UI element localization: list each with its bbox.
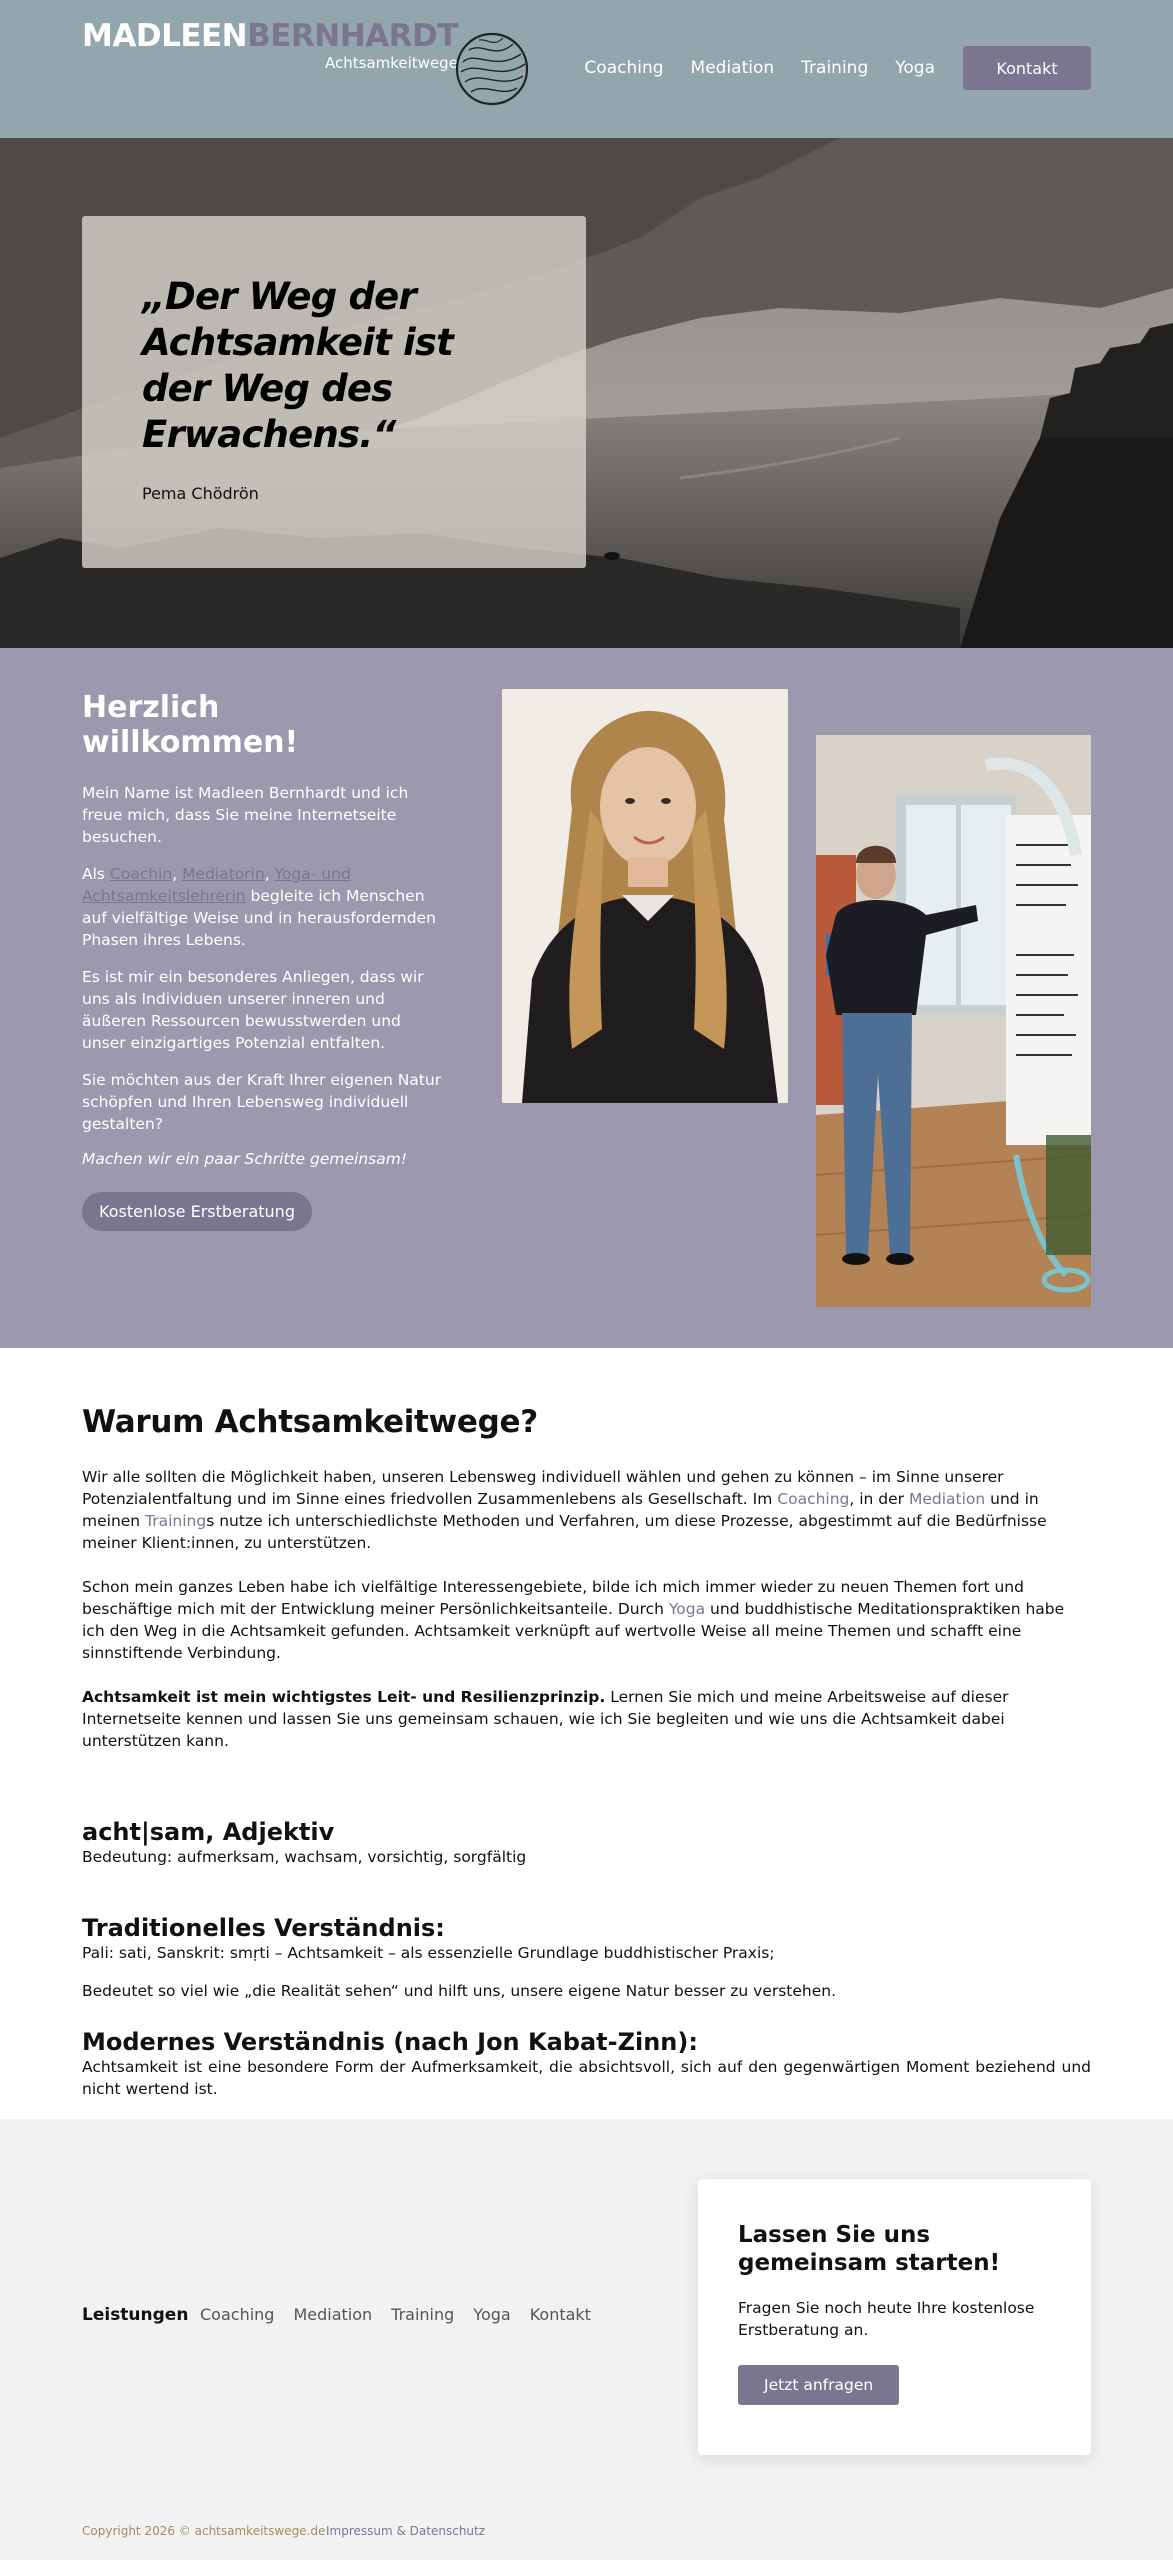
why-title: Warum Achtsamkeitwege?: [82, 1404, 538, 1440]
definition-text: Bedeutung: aufmerksam, wachsam, vorsichtig, sorgfältig: [82, 1848, 527, 1866]
site-header: [0, 0, 1173, 138]
welcome-text: [82, 690, 442, 1231]
why-paragraph-2: [82, 1576, 1091, 1664]
portrait-photo: [502, 689, 788, 1103]
workshop-photo: [816, 735, 1091, 1307]
request-button[interactable]: Jetzt anfragen: [738, 2365, 899, 2405]
why-text: s nutze ich unterschiedlichste Methoden und Verfahren, um diese Prozesse, abgestimmt auf die Bedürfnisse meiner Klient:innen, zu unterstützen.: [82, 1512, 1047, 1552]
traditional-text-1: Pali: sati, Sanskrit: smṛti – Achtsamkeit – als essenzielle Grundlage buddhistischer Praxis;: [82, 1944, 775, 1962]
footer-link-mediation[interactable]: Mediation: [293, 2305, 373, 2324]
traditional-title: Traditionelles Verständnis:: [82, 1914, 445, 1942]
footer-link-kontakt[interactable]: Kontakt: [529, 2305, 591, 2324]
why-section: [0, 1348, 1173, 2119]
logo-wordmark: [82, 18, 458, 54]
welcome-paragraph-3: Es ist mir ein besonderes Anliegen, dass wir uns als Individuen unserer inneren und äußeren Ressourcen bewusstwerden und unser einzigartiges Potenzial entfalten.: [82, 968, 424, 1052]
contact-button[interactable]: Kontakt: [963, 46, 1091, 90]
welcome-p2-text: ,: [172, 865, 183, 883]
welcome-invitation: Machen wir ein paar Schritte gemeinsam!: [82, 1150, 408, 1168]
site-footer: [0, 2119, 1173, 2560]
logo-last-name: BERNHARDT: [247, 18, 458, 54]
why-paragraph-3: [82, 1686, 1091, 1752]
why-text: Schon mein ganzes Leben habe ich vielfältige Interessengebiete, bilde ich mich immer wieder zu neuen Themen fort und beschäftige mich mit der Entwicklung meiner Persönlichkeitsanteile. Durch: [82, 1578, 1024, 1618]
hero-section: [0, 138, 1173, 648]
why-principle: Achtsamkeit ist mein wichtigstes Leit- und Resilienzprinzip.: [82, 1688, 606, 1706]
cta-text: Fragen Sie noch heute Ihre kostenlose Erstberatung an.: [738, 2299, 1035, 2339]
why-text: Lernen Sie mich und meine Arbeitsweise auf dieser Internetseite kennen und lassen Sie uns gemeinsam schauen, wie ich Sie begleiten und wie uns die Achtsamkeit dabei unterstützen kann.: [82, 1688, 1009, 1750]
link-training[interactable]: Training: [145, 1512, 207, 1530]
modern-text: Achtsamkeit ist eine besondere Form der Aufmerksamkeit, die absichtsvoll, sich auf den gegenwärtigen Moment beziehend und nicht wertend ist.: [82, 2058, 1091, 2098]
welcome-p2-text: Als: [82, 865, 110, 883]
link-coaching[interactable]: Coaching: [777, 1490, 850, 1508]
footer-services-label: Leistungen: [82, 2305, 189, 2325]
footer-link-yoga[interactable]: Yoga: [473, 2305, 511, 2324]
logo-tagline: Achtsamkeitwege: [325, 54, 458, 72]
modern-title: Modernes Verständnis (nach Jon Kabat-Zinn):: [82, 2028, 698, 2056]
link-mediatorin[interactable]: Mediatorin: [182, 865, 265, 883]
cta-title: Lassen Sie uns gemeinsam starten!: [738, 2222, 1001, 2276]
hero-quote: „Der Weg der Achtsamkeit ist der Weg des Erwachens.“: [142, 275, 454, 456]
imprint-link[interactable]: Impressum & Datenschutz: [326, 2524, 486, 2538]
quote-card: [82, 216, 586, 568]
copyright: Copyright 2026 © achtsamkeitswege.de: [82, 2524, 326, 2538]
footer-link-coaching[interactable]: Coaching: [200, 2305, 275, 2324]
why-text: und in meinen: [82, 1490, 1039, 1530]
traditional-text-2: Bedeutet so viel wie „die Realität sehen“ und hilft uns, unsere eigene Natur besser zu verstehen.: [82, 1982, 837, 2000]
link-coachin[interactable]: Coachin: [109, 865, 173, 883]
quote-author: Pema Chödrön: [142, 484, 259, 503]
nav-yoga[interactable]: Yoga: [895, 58, 935, 78]
nav-coaching[interactable]: Coaching: [584, 58, 664, 78]
main-nav: [557, 46, 1091, 90]
why-text: und buddhistische Meditationspraktiken habe ich den Weg in die Achtsamkeit gefunden. Achtsamkeit verknüpft auf wertvolle Weise all meine Themen und schafft eine sinnstiftende Verbindung.: [82, 1600, 1065, 1662]
welcome-paragraph-2: [82, 863, 442, 951]
welcome-paragraph-4: Sie möchten aus der Kraft Ihrer eigenen Natur schöpfen und Ihren Lebensweg individuell gestalten?: [82, 1071, 442, 1133]
wood-ring-logo-icon: [455, 32, 529, 106]
welcome-p2-text: begleite ich Menschen auf vielfältige Weise und in herausfordernden Phasen ihres Lebens.: [82, 887, 436, 949]
free-consultation-button[interactable]: Kostenlose Erstberatung: [82, 1192, 312, 1231]
footer-link-training[interactable]: Training: [391, 2305, 455, 2324]
cta-card: [698, 2179, 1091, 2455]
why-paragraph-1: [82, 1466, 1091, 1554]
site-logo[interactable]: [82, 18, 458, 72]
link-yoga-lehrerin[interactable]: Yoga- und Achtsamkeitslehrerin: [82, 865, 351, 905]
welcome-paragraph-1: Mein Name ist Madleen Bernhardt und ich freue mich, dass Sie meine Internetseite besuchen.: [82, 784, 409, 846]
welcome-p2-text: ,: [264, 865, 275, 883]
why-text: , in der: [849, 1490, 909, 1508]
welcome-section: [0, 648, 1173, 1348]
nav-training[interactable]: Training: [801, 58, 869, 78]
definition-title: acht|sam, Adjektiv: [82, 1818, 335, 1846]
nav-mediation[interactable]: Mediation: [690, 58, 775, 78]
footer-links: [200, 2305, 610, 2324]
link-yoga[interactable]: Yoga: [668, 1600, 706, 1618]
welcome-title: Herzlich willkommen!: [82, 690, 299, 760]
link-mediation[interactable]: Mediation: [908, 1490, 986, 1508]
logo-first-name: MADLEEN: [82, 18, 248, 54]
why-text: Wir alle sollten die Möglichkeit haben, unseren Lebensweg individuell wählen und gehen zu können – im Sinne unserer Potenzialentfaltung und im Sinne eines friedvollen Zusammenlebens als Gesellschaft. Im: [82, 1468, 1004, 1508]
